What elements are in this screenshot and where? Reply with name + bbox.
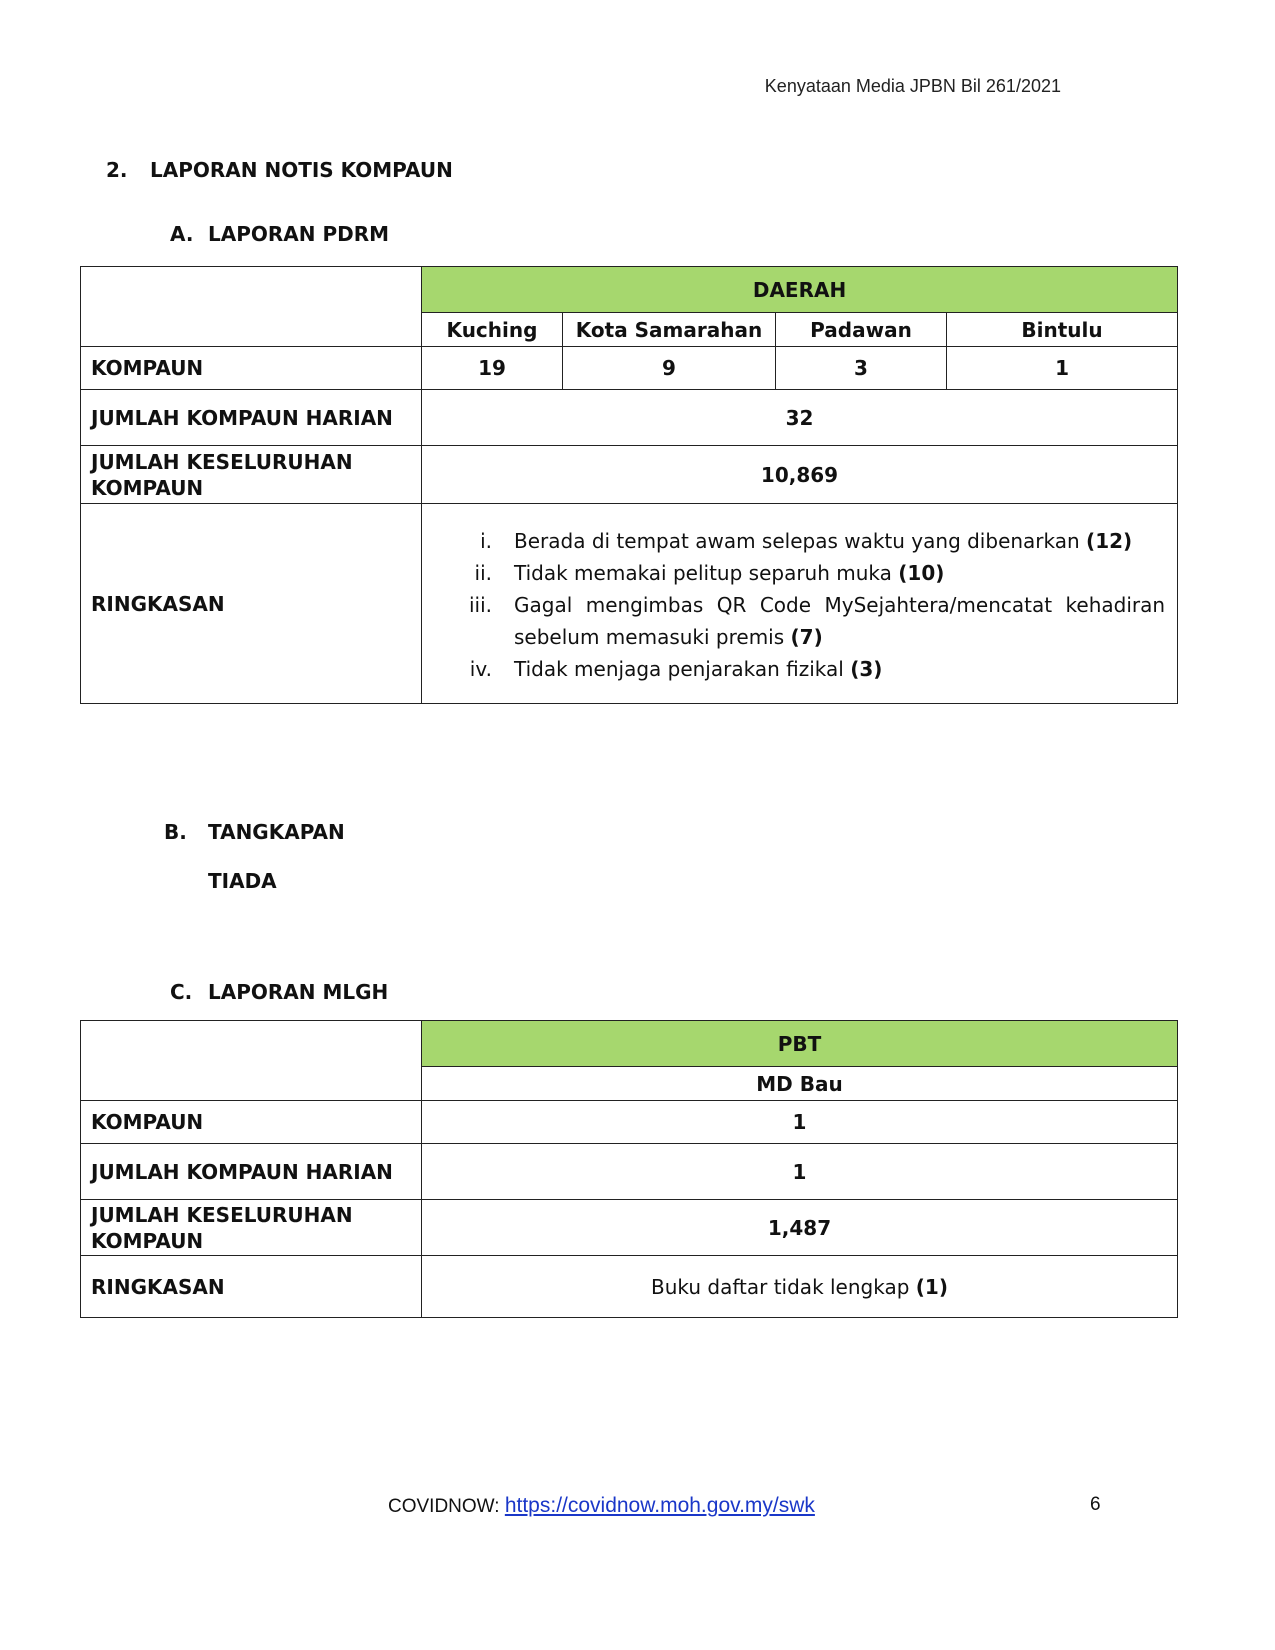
- ringkasan-list: [432, 509, 1167, 699]
- row-label-jumlah-keseluruhan: [81, 1200, 422, 1256]
- kompaun-value: 1: [422, 1101, 1178, 1144]
- section-number: 2.: [106, 158, 128, 182]
- part-a-letter: A.: [170, 222, 194, 246]
- document-reference: Kenyataan Media JPBN Bil 261/2021: [764, 76, 1061, 96]
- row-label-ringkasan: RINGKASAN: [81, 504, 422, 704]
- ringkasan-cell: [422, 504, 1178, 704]
- pdrm-table: [80, 266, 1178, 704]
- row-label-kompaun: KOMPAUN: [81, 347, 422, 390]
- list-item: [432, 653, 1167, 685]
- part-b-letter: B.: [164, 820, 187, 844]
- list-number: i.: [480, 528, 492, 553]
- district-header: Kota Samarahan: [563, 313, 776, 347]
- list-text: Gagal mengimbas QR Code MySejahtera/mencatat kehadiran sebelum memasuki premis: [514, 592, 1166, 649]
- section-heading: [106, 158, 453, 182]
- list-item: [432, 589, 1167, 653]
- row-label-jumlah-harian: JUMLAH KOMPAUN HARIAN: [81, 390, 422, 446]
- kompaun-value: 3: [776, 347, 947, 390]
- ringkasan-count: (1): [915, 1274, 948, 1299]
- district-header: Bintulu: [947, 313, 1178, 347]
- label-line: KOMPAUN: [91, 475, 204, 500]
- part-a-title: LAPORAN PDRM: [208, 222, 390, 246]
- jumlah-keseluruhan-value: 10,869: [422, 446, 1178, 504]
- label-line: JUMLAH KESELURUHAN: [91, 449, 353, 474]
- list-count: (12): [1086, 528, 1133, 553]
- part-b-heading: [164, 820, 345, 844]
- district-header: Padawan: [776, 313, 947, 347]
- jumlah-harian-value: 32: [422, 390, 1178, 446]
- list-text: Tidak menjaga penjarakan fizikal: [514, 656, 844, 681]
- covidnow-link[interactable]: https://covidnow.moh.gov.my/swk: [504, 1494, 815, 1517]
- section-title: LAPORAN NOTIS KOMPAUN: [150, 158, 453, 182]
- jumlah-keseluruhan-value: 1,487: [422, 1200, 1178, 1256]
- district-group-header: DAERAH: [422, 267, 1178, 313]
- part-c-heading: [170, 980, 388, 1004]
- list-count: (3): [850, 656, 883, 681]
- pbt-group-header: PBT: [422, 1021, 1178, 1067]
- district-header: Kuching: [422, 313, 563, 347]
- list-text: Tidak memakai pelitup separuh muka: [514, 560, 892, 585]
- part-c-letter: C.: [170, 980, 193, 1004]
- list-number: ii.: [474, 560, 492, 585]
- list-text: Berada di tempat awam selepas waktu yang dibenarkan: [514, 528, 1080, 553]
- tangkapan-status: TIADA: [208, 869, 277, 893]
- row-label-jumlah-harian: JUMLAH KOMPAUN HARIAN: [81, 1144, 422, 1200]
- mlgh-table: [80, 1020, 1178, 1318]
- authority-header: MD Bau: [422, 1067, 1178, 1101]
- label-line: KOMPAUN: [91, 1228, 204, 1253]
- list-count: (10): [898, 560, 945, 585]
- list-count: (7): [790, 624, 823, 649]
- kompaun-value: 9: [563, 347, 776, 390]
- part-c-title: LAPORAN MLGH: [208, 980, 389, 1004]
- footer: [388, 1494, 815, 1518]
- part-b-title: TANGKAPAN: [208, 820, 345, 844]
- ringkasan-cell: [422, 1256, 1178, 1318]
- row-label-jumlah-keseluruhan: [81, 446, 422, 504]
- kompaun-value: 19: [422, 347, 563, 390]
- footer-prefix: COVIDNOW:: [388, 1496, 505, 1517]
- list-item: [432, 525, 1167, 557]
- table-corner-cell: [81, 1021, 422, 1101]
- list-number: iv.: [469, 656, 492, 681]
- kompaun-value: 1: [947, 347, 1178, 390]
- list-number: iii.: [468, 592, 492, 617]
- list-item: [432, 557, 1167, 589]
- row-label-kompaun: KOMPAUN: [81, 1101, 422, 1144]
- part-a-heading: [170, 222, 389, 246]
- jumlah-harian-value: 1: [422, 1144, 1178, 1200]
- ringkasan-text: Buku daftar tidak lengkap: [651, 1274, 910, 1299]
- row-label-ringkasan: RINGKASAN: [81, 1256, 422, 1318]
- page-number: 6: [1090, 1494, 1101, 1515]
- table-corner-cell: [81, 267, 422, 347]
- label-line: JUMLAH KESELURUHAN: [91, 1202, 353, 1227]
